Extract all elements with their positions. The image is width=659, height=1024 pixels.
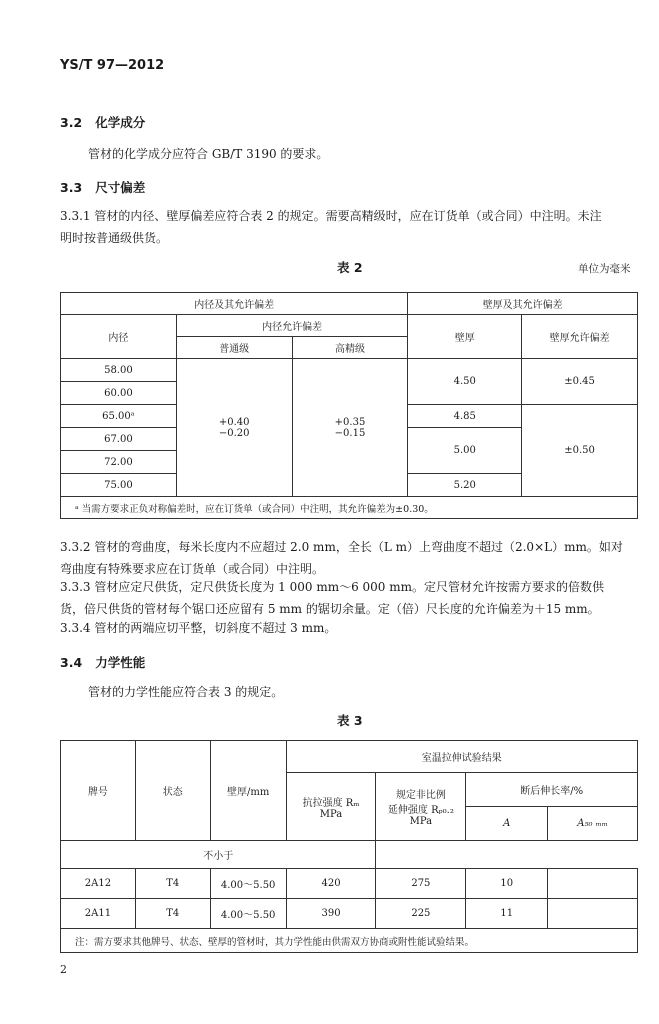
inner-diameter-cell: 65.00ᵃ xyxy=(61,405,177,428)
grade-cell: 2A11 xyxy=(61,899,136,929)
inner-diameter-cell: 67.00 xyxy=(61,428,177,451)
table-2-caption: 表 2 xyxy=(337,260,363,275)
clause-3-3-4: 3.3.4 管材的两端应切平整，切斜度不超过 3 mm。 xyxy=(60,621,337,635)
section-3-2-text: 管材的化学成分应符合 GB/T 3190 的要求。 xyxy=(88,147,329,161)
table-row xyxy=(61,899,638,929)
table-3-caption: 表 3 xyxy=(337,713,363,728)
grade-cell: 2A12 xyxy=(61,869,136,899)
high-deviation-cell xyxy=(292,359,408,497)
deviation-lower: −0.20 xyxy=(218,427,250,439)
clause-line: 货，倍尺供货的管材每个锯口还应留有 5 mm 的锯切余量。定（倍）尺长度的允许偏差为＋15 mm。 xyxy=(60,602,600,616)
table-3 xyxy=(60,740,638,953)
header-wall-dev: 壁厚允许偏差 xyxy=(522,315,638,359)
section-3-4-text: 管材的力学性能应符合表 3 的规定。 xyxy=(88,685,284,699)
section-number: 3.2 xyxy=(60,115,83,130)
deviation-upper: +0.40 xyxy=(218,416,250,428)
header-line: MPa xyxy=(319,808,343,820)
wall-cell: 4.00～5.50 xyxy=(210,899,286,929)
rm-cell: 420 xyxy=(286,869,376,899)
clause-line: 明时按普通级供货。 xyxy=(60,231,169,245)
wall-thickness-cell: 5.20 xyxy=(408,474,522,497)
inner-diameter-cell: 72.00 xyxy=(61,451,177,474)
clause-line: 3.3.2 管材的弯曲度，每米长度内不应超过 2.0 mm，全长（L m）上弯曲度不超过（2.0×L）mm。如对 xyxy=(60,540,623,554)
a50-cell xyxy=(548,899,638,929)
header-elongation: 断后伸长率/% xyxy=(466,773,638,807)
normal-deviation-cell xyxy=(176,359,292,497)
section-title: 力学性能 xyxy=(95,655,146,670)
header-tensile-strength xyxy=(286,773,376,841)
table-2-footnote: ᵃ 当需方要求正负对称偏差时，应在订货单（或合同）中注明，其允许偏差为±0.30。 xyxy=(61,497,638,519)
a50-cell xyxy=(548,869,638,899)
rm-cell: 390 xyxy=(286,899,376,929)
inner-diameter-cell: 58.00 xyxy=(61,359,177,382)
table-2 xyxy=(60,292,638,519)
header-wall: 壁厚 xyxy=(408,315,522,359)
header-yield-strength xyxy=(376,773,466,841)
rp-cell: 225 xyxy=(376,899,466,929)
temper-cell: T4 xyxy=(135,899,210,929)
table-2-unit: 单位为毫米 xyxy=(578,263,631,275)
header-min: 不小于 xyxy=(61,841,376,869)
wall-thickness-cell: 4.50 xyxy=(408,359,522,405)
header-wall-group: 壁厚及其允许偏差 xyxy=(408,293,638,315)
a-cell: 11 xyxy=(466,899,548,929)
header-a50: A₅₀ ₘₘ xyxy=(548,807,638,841)
header-temper: 状态 xyxy=(135,741,210,841)
a-cell: 10 xyxy=(466,869,548,899)
clause-3-3-2 xyxy=(60,536,650,580)
clause-3-3-1 xyxy=(60,205,650,249)
header-high: 高精级 xyxy=(292,337,408,359)
wall-deviation-cell: ±0.45 xyxy=(522,359,638,405)
header-inner-dev: 内径允许偏差 xyxy=(176,315,408,337)
header-a: A xyxy=(466,807,548,841)
section-number: 3.4 xyxy=(60,655,83,670)
header-normal: 普通级 xyxy=(176,337,292,359)
rp-cell: 275 xyxy=(376,869,466,899)
section-title: 化学成分 xyxy=(95,115,146,130)
temper-cell: T4 xyxy=(135,869,210,899)
clause-line: 3.3.1 管材的内径、壁厚偏差应符合表 2 的规定。需要高精级时，应在订货单（或合同）中注明。未注 xyxy=(60,209,602,223)
table-row xyxy=(61,869,638,899)
header-inner: 内径 xyxy=(61,315,177,359)
header-wall: 壁厚/mm xyxy=(210,741,286,841)
deviation-lower: −0.15 xyxy=(334,427,366,439)
section-3-3-heading xyxy=(60,178,145,196)
header-line: 规定非比例 xyxy=(395,790,446,801)
wall-thickness-cell: 5.00 xyxy=(408,428,522,474)
page-number: 2 xyxy=(60,963,67,976)
header-inner-group: 内径及其允许偏差 xyxy=(61,293,408,315)
header-grade: 牌号 xyxy=(61,741,136,841)
section-number: 3.3 xyxy=(60,180,83,195)
header-line: 延伸强度 Rₚ₀.₂ xyxy=(387,805,454,816)
wall-thickness-cell: 4.85 xyxy=(408,405,522,428)
table-3-note: 注：需方要求其他牌号、状态、壁厚的管材时，其力学性能由供需双方协商或附性能试验结果。 xyxy=(61,929,638,953)
wall-deviation-cell: ±0.50 xyxy=(522,405,638,497)
header-line: 抗拉强度 Rₘ xyxy=(302,797,360,809)
header-line: MPa xyxy=(409,816,433,827)
clause-line: 弯曲度有特殊要求应在订货单（或合同）中注明。 xyxy=(60,562,325,576)
section-title: 尺寸偏差 xyxy=(95,180,146,195)
clause-3-3-3 xyxy=(60,576,650,620)
standard-number: YS/T 97—2012 xyxy=(60,58,165,73)
deviation-upper: +0.35 xyxy=(334,416,366,428)
inner-diameter-cell: 75.00 xyxy=(61,474,177,497)
header-tensile-group: 室温拉伸试验结果 xyxy=(286,741,637,773)
section-3-4-heading xyxy=(60,653,145,671)
wall-cell: 4.00～5.50 xyxy=(210,869,286,899)
section-3-2-heading xyxy=(60,113,145,131)
clause-line: 3.3.3 管材应定尺供货，定尺供货长度为 1 000 mm～6 000 mm。定尺管材允许按需方要求的倍数供 xyxy=(60,580,605,594)
inner-diameter-cell: 60.00 xyxy=(61,382,177,405)
